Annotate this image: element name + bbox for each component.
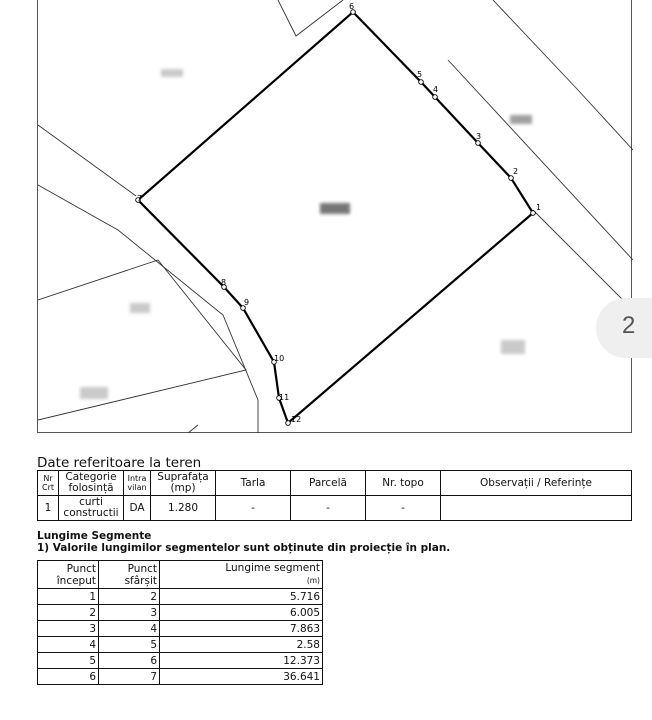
blurred-label [320, 203, 350, 214]
segment-cell-length: 5.716 [160, 589, 323, 605]
segment-cell-end: 3 [99, 605, 160, 621]
map-drawing [38, 0, 636, 433]
vertex-label: 4 [433, 85, 439, 94]
segments-table [37, 560, 323, 685]
neighbour-line-right-2 [448, 60, 633, 260]
segment-row [38, 637, 323, 653]
segments-table-header [38, 561, 323, 589]
header-category: Categorie folosință [59, 471, 124, 496]
segment-cell-end: 5 [99, 637, 160, 653]
blurred-label [80, 387, 108, 399]
segment-cell-end: 4 [99, 621, 160, 637]
vertex-label: 3 [476, 132, 482, 141]
header-length-unit: (m) [306, 576, 320, 585]
segments-body [38, 589, 323, 685]
header-nr: Nr Crt [38, 471, 59, 496]
vertex-label: 1 [536, 203, 542, 212]
segment-cell-start: 5 [38, 653, 99, 669]
page-number: 2 [622, 312, 636, 339]
header-area: Suprafața (mp) [151, 471, 216, 496]
header-length [160, 561, 323, 589]
cell-nr: 1 [38, 496, 59, 521]
segments-title: Lungime Segmente [37, 530, 152, 542]
parcel-outline [138, 12, 533, 423]
vertex-label: 8 [221, 278, 227, 287]
blurred-label [130, 303, 150, 313]
segments-note: 1) Valorile lungimilor segmentelor sunt obținute din proiecție în plan. [37, 542, 451, 554]
blurred-label [501, 340, 525, 354]
vertex-label: 9 [244, 298, 250, 307]
segment-cell-start: 1 [38, 589, 99, 605]
vertex-marker [286, 421, 291, 426]
segment-cell-length: 36.641 [160, 669, 323, 685]
neighbour-lines [38, 0, 636, 433]
vertex-marker [509, 176, 514, 181]
header-end: Punct sfârșit [99, 561, 160, 589]
vertex-marker [433, 95, 438, 100]
vertex-label: 5 [417, 70, 423, 79]
neighbour-line-left-3 [38, 260, 246, 420]
segment-row [38, 653, 323, 669]
header-intravilan: Intra vilan [124, 471, 151, 496]
vertex-marker [476, 141, 481, 146]
segment-row [38, 589, 323, 605]
cell-topo: - [366, 496, 441, 521]
land-table-header [38, 471, 632, 496]
cell-intravilan: DA [124, 496, 151, 521]
header-observations: Observații / Referințe [441, 471, 632, 496]
cell-parcela: - [291, 496, 366, 521]
blurred-label [161, 69, 183, 77]
page-number-badge [596, 298, 652, 358]
header-tarla: Tarla [216, 471, 291, 496]
vertex-label: 2 [513, 167, 519, 176]
segment-cell-end: 7 [99, 669, 160, 685]
segment-cell-start: 3 [38, 621, 99, 637]
cadastral-map [37, 0, 632, 433]
cell-area: 1.280 [151, 496, 216, 521]
segment-cell-length: 6.005 [160, 605, 323, 621]
segment-cell-start: 2 [38, 605, 99, 621]
header-start: Punct început [38, 561, 99, 589]
segment-cell-length: 7.863 [160, 621, 323, 637]
vertex-label: 12 [291, 415, 302, 424]
neighbour-line-bottom [188, 425, 198, 433]
header-topo: Nr. topo [366, 471, 441, 496]
neighbour-line-right-3 [533, 210, 633, 310]
segment-cell-start: 6 [38, 669, 99, 685]
vertex-label: 10 [274, 354, 285, 363]
segment-cell-length: 12.373 [160, 653, 323, 669]
header-length-label: Lungime segment [225, 562, 320, 574]
blurred-label [510, 115, 532, 124]
segment-cell-end: 2 [99, 589, 160, 605]
segment-cell-end: 6 [99, 653, 160, 669]
land-table [37, 470, 632, 521]
header-parcela: Parcelă [291, 471, 366, 496]
vertex-label: 6 [349, 2, 355, 11]
neighbour-line-right-1 [493, 0, 633, 150]
segment-row [38, 669, 323, 685]
segment-row [38, 621, 323, 637]
segment-cell-length: 2.58 [160, 637, 323, 653]
cell-observations [441, 496, 632, 521]
land-section-title: Date referitoare la teren [37, 455, 202, 471]
neighbour-line-left-1 [38, 125, 136, 196]
cell-tarla: - [216, 496, 291, 521]
segment-cell-start: 4 [38, 637, 99, 653]
segment-row [38, 605, 323, 621]
vertex-label: 11 [279, 393, 290, 402]
cell-category: curti constructii [59, 496, 124, 521]
vertex-label: 7 [137, 194, 143, 203]
vertex-marker [531, 211, 536, 216]
vertex-marker [419, 80, 424, 85]
land-table-row [38, 496, 632, 521]
